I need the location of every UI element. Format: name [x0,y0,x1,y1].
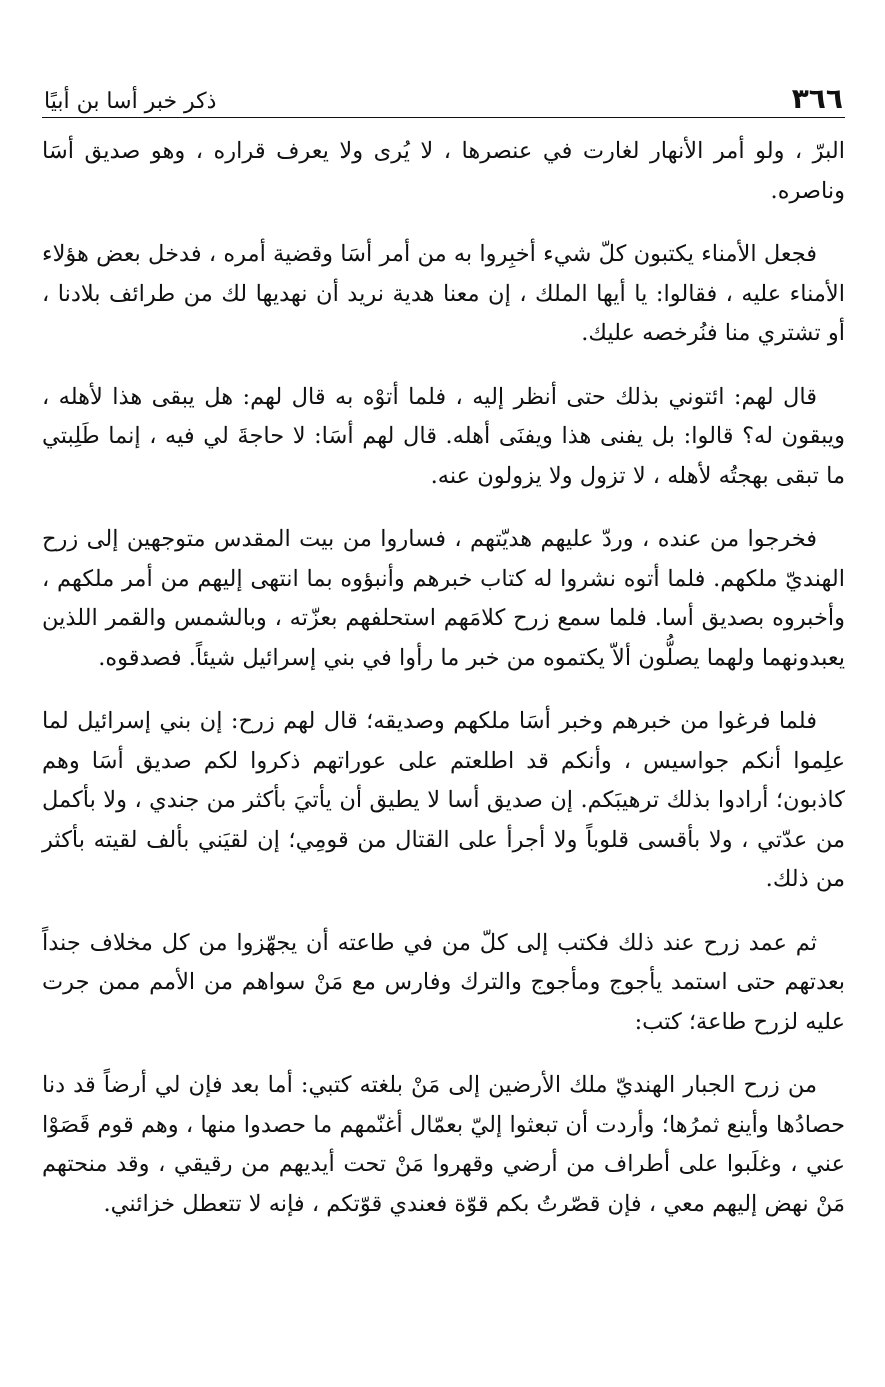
book-page [42,70,845,1248]
paragraph-6: ثم عمد زرح عند ذلك فكتب إلى كلّ من في طاعته أن يجهّزوا من كل مخلاف جنداً بعدتهم حتى استمد يأجوج ومأجوج والترك وفارس مع مَنْ سواهم من الأمم ممن جرت عليه لزرح طاعة؛ كتب: [42,929,845,1035]
paragraph-2: فجعل الأمناء يكتبون كلّ شيء أخبِروا به من أمر أسَا وقضية أمره ، فدخل بعض هؤلاء الأمناء عليه ، فقالوا: يا أيها الملك ، إن معنا هدية نريد أن نهديها لك من طرائف بلادنا ، أو تشتري منا فنُرخصه عليك. [42,241,845,346]
paragraph-1: البرّ ، ولو أمر الأنهار لغارت في عنصرها ، لا يُرى ولا يعرف قراره ، وهو صديق أسَا وناصره. [42,138,845,204]
chapter-title: ذكر خبر أسا بن أبيًا [44,89,217,114]
paragraph-3: قال لهم: ائتوني بذلك حتى أنظر إليه ، فلما أتوْه به قال لهم: هل يبقى هذا لأهله ، ويبقون له؟ قالوا: بل يفنى هذا ويفنَى أهله. قال لهم أسَا: لا حاجةَ لي فيه ، إنما طَلِبتي ما تبقى بهجتُه لأهله ، لا تزول ولا يزولون عنه. [42,383,845,489]
paragraph-7: من زرح الجبار الهنديّ ملك الأرضين إلى مَنْ بلغته كتبي: أما بعد فإن لي أرضاً قد دنا حصادُها وأينع ثمرُها؛ وأردت أن تبعثوا إليّ بعمّال أغنّمهم ما حصدوا منها ، وهم قوم قَصَوْا عني ، وغلَبوا على أطراف من أرضي وقهروا مَنْ تحت أيديهم من رقيقي ، وقد منحتهم مَنْ نهض إليهم معي ، فإن قصّرتُ بكم قوّة فعندي قوّتكم ، فإنه لا تتعطل خزائني. [42,1072,845,1217]
paragraph-5: فلما فرغوا من خبرهم وخبر أسَا ملكهم وصديقه؛ قال لهم زرح: إن بني إسرائيل لما علِموا أنكم جواسيس ، وأنكم قد اطلعتم على عوراتهم ذكروا لكم صديق أسَا وهم كاذبون؛ أرادوا بذلك ترهيبَكم. إن صديق أسا لا يطيق أن يأتيَ بأكثر من جندي ، ولا بأكمل من عدّتي ، ولا بأقسى قلوباً ولا أجرأ على القتال من قومِي؛ إن لقيَني بألف لقيته بأكثر من ذلك. [42,708,845,892]
body-text [42,132,845,1224]
paragraph-4: فخرجوا من عنده ، وردّ عليهم هديّتهم ، فساروا من بيت المقدس متوجهين إلى زرح الهنديّ ملكهم. فلما أتوه نشروا له كتاب خبرهم وأنبؤوه بما انتهى إليهم من أمر ملكهم ، وأخبروه بصديق أسا. فلما سمع زرح كلامَهم استحلفهم بعزّته ، وبالشمس والقمر اللذين يعبدونهما ولهما يصلُّون ألاّ يكتموه من خبر ما رأوا في بني إسرائيل شيئاً. فصدقوه. [42,526,845,671]
page-number: ٣٦٦ [791,82,843,115]
running-header [42,70,845,118]
